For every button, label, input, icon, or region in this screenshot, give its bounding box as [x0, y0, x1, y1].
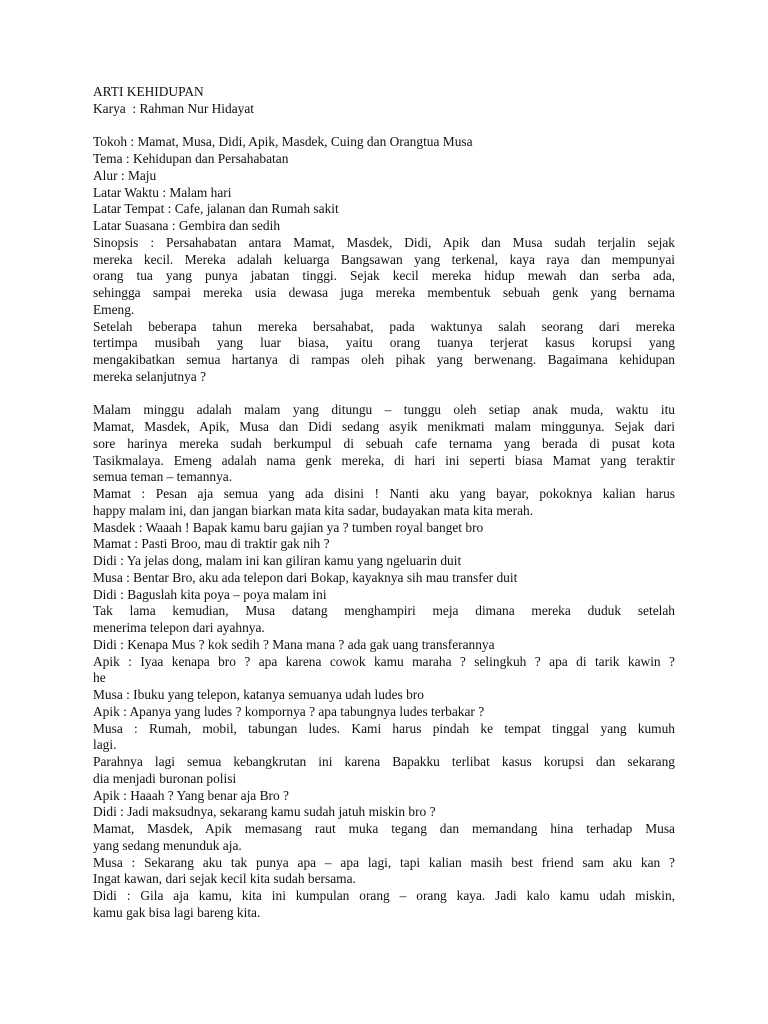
paragraph: [93, 570, 675, 587]
paragraph-line: Setelah beberapa tahun mereka bersahabat, pada waktunya salah seorang dari mereka: [93, 318, 675, 334]
paragraph-line: mengakibatkan semua hartanya di rampas oleh pihak yang berwenang. Bagaimana kehidupan: [93, 352, 675, 367]
document-author: Karya : Rahman Nur Hidayat: [93, 100, 255, 116]
paragraph: [93, 821, 675, 855]
paragraph-line: sehingga sampai mereka usia dewasa juga mereka membentuk sebuah genk yang bernama: [93, 285, 675, 300]
meta-latar-waktu: Latar Waktu : Malam hari: [93, 184, 232, 200]
document-page: [93, 84, 675, 922]
paragraph-line: tertimpa musibah yang luar biasa, yaitu orang tuanya terjerat kasus korupsi yang: [93, 335, 675, 351]
paragraph-line: dia menjadi buronan polisi: [93, 770, 237, 786]
paragraph-line: Musa : Sekarang aku tak punya apa – apa lagi, tapi kalian masih best friend sam aku kan ?: [93, 854, 675, 870]
meta-tokoh: Tokoh : Mamat, Musa, Didi, Apik, Masdek, Cuing dan Orangtua Musa: [93, 134, 473, 150]
paragraph-line: mereka kecil. Mereka adalah keluarga Bangsawan yang terkenal, kaya raya dan mempunyai: [93, 251, 675, 267]
paragraph: [93, 402, 675, 486]
paragraph-line: Mamat : Pasti Broo, mau di traktir gak nih ?: [93, 536, 330, 552]
paragraph-line: yang sedang menunduk aja.: [93, 837, 242, 853]
paragraph: [93, 704, 675, 721]
paragraph: [93, 553, 675, 570]
paragraph-line: orang tua yang punya jabatan tinggi. Sejak kecil mereka hidup mewah dan serba ada,: [93, 268, 675, 284]
paragraph-line: Tasikmalaya. Emeng adalah nama genk mereka, di hari ini seperti biasa Mamat yang teraktir: [93, 452, 675, 468]
paragraph-line: Apik : Apanya yang ludes ? kompornya ? apa tabungnya ludes terbakar ?: [93, 703, 485, 719]
paragraph-line: Masdek : Waaah ! Bapak kamu baru gajian ya ? tumben royal banget bro: [93, 519, 484, 535]
paragraph-line: Apik : Haaah ? Yang benar aja Bro ?: [93, 787, 289, 803]
paragraph: [93, 754, 675, 788]
paragraph: [93, 319, 675, 386]
meta-latar-suasana: Latar Suasana : Gembira dan sedih: [93, 218, 281, 233]
paragraph-line: Sinopsis : Persahabatan antara Mamat, Masdek, Didi, Apik dan Musa sudah terjalin sejak: [93, 234, 675, 250]
spacer: [93, 118, 675, 135]
paragraph-line: Apik : Iyaa kenapa bro ? apa karena cowok kamu maraha ? selingkuh ? apa di tarik kawin ?: [93, 653, 675, 669]
paragraph: [93, 888, 675, 922]
paragraph: [93, 603, 675, 637]
paragraph-line: Ingat kawan, dari sejak kecil kita sudah bersama.: [93, 871, 356, 887]
paragraph-line: Musa : Bentar Bro, aku ada telepon dari Bokap, kayaknya sih mau transfer duit: [93, 569, 518, 585]
paragraph-line: Tak lama kemudian, Musa datang menghampiri meja dimana mereka duduk setelah: [93, 603, 675, 619]
paragraph-line: Musa : Ibuku yang telepon, katanya semuanya udah ludes bro: [93, 687, 424, 702]
paragraph-line: Mamat, Masdek, Apik, Musa dan Didi sedang asyik menikmati malam minggunya. Sejak dari: [93, 419, 675, 434]
paragraph: [93, 386, 675, 403]
meta-tema: Tema : Kehidupan dan Persahabatan: [93, 151, 289, 166]
paragraph: [93, 788, 675, 805]
paragraph-line: [93, 386, 675, 403]
paragraph: [93, 587, 675, 604]
paragraph-line: Didi : Ya jelas dong, malam ini kan giliran kamu yang ngeluarin duit: [93, 553, 462, 568]
paragraph-line: kamu gak bisa lagi bareng kita.: [93, 904, 261, 920]
story-body: [93, 235, 675, 922]
paragraph-line: Didi : Jadi maksudnya, sekarang kamu sudah jatuh miskin bro ?: [93, 804, 436, 820]
paragraph: [93, 687, 675, 704]
paragraph-line: menerima telepon dari ayahnya.: [93, 620, 265, 635]
paragraph-line: he: [93, 670, 106, 686]
paragraph: [93, 486, 675, 520]
paragraph-line: Didi : Gila aja kamu, kita ini kumpulan orang – orang kaya. Jadi kalo kamu udah miskin,: [93, 888, 675, 903]
paragraph: [93, 855, 675, 889]
document-title: ARTI KEHIDUPAN: [93, 84, 204, 99]
paragraph-line: Didi : Baguslah kita poya – poya malam ini: [93, 586, 327, 602]
paragraph-line: mereka selanjutnya ?: [93, 368, 207, 384]
paragraph: [93, 654, 675, 688]
paragraph-line: Mamat, Masdek, Apik memasang raut muka tegang dan memandang hina terhadap Musa: [93, 821, 675, 836]
paragraph-line: lagi.: [93, 737, 117, 753]
meta-alur: Alur : Maju: [93, 167, 157, 183]
paragraph-line: semua teman – temannya.: [93, 469, 233, 485]
paragraph: [93, 804, 675, 821]
paragraph-line: Malam minggu adalah malam yang ditungu – tunggu oleh setiap anak muda, waktu itu: [93, 402, 675, 418]
paragraph-line: Musa : Rumah, mobil, tabungan ludes. Kami harus pindah ke tempat tinggal yang kumuh: [93, 720, 675, 736]
paragraph-line: Mamat : Pesan aja semua yang ada disini ! Nanti aku yang bayar, pokoknya kalian harus: [93, 486, 675, 501]
paragraph: [93, 235, 675, 319]
paragraph-line: sore harinya mereka sudah berkumpul di sebuah cafe ternama yang berada di pusat kota: [93, 435, 675, 451]
paragraph: [93, 721, 675, 755]
paragraph-line: Didi : Kenapa Mus ? kok sedih ? Mana mana ? ada gak uang transferannya: [93, 636, 495, 652]
paragraph-line: happy malam ini, dan jangan biarkan mata kita sadar, budayakan mata kita merah.: [93, 502, 534, 518]
paragraph-line: Emeng.: [93, 301, 135, 317]
paragraph: [93, 536, 675, 553]
paragraph: [93, 520, 675, 537]
paragraph: [93, 637, 675, 654]
paragraph-line: Parahnya lagi semua kebangkrutan ini karena Bapakku terlibat kasus korupsi dan sekarang: [93, 754, 675, 769]
meta-latar-tempat: Latar Tempat : Cafe, jalanan dan Rumah sakit: [93, 201, 339, 217]
